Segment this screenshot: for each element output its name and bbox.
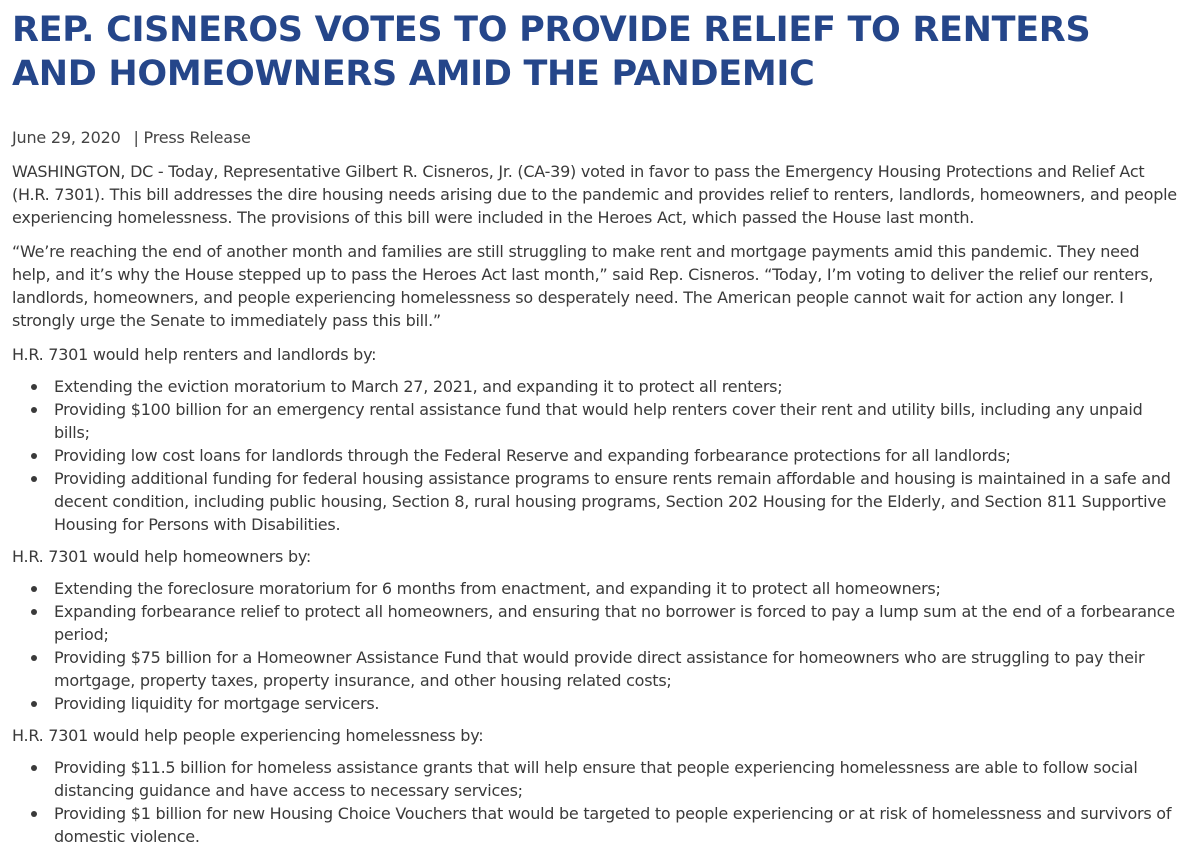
article-meta [12, 126, 1182, 149]
section-heading-homeowners: H.R. 7301 would help homeowners by: [12, 547, 312, 566]
renters-list [12, 375, 1182, 536]
list-item: Providing $100 billion for an emergency rental assistance fund that would help renters cover their rent and utility bills, including any unpaid bills; [54, 398, 1182, 444]
paragraph-quote: “We’re reaching the end of another month and families are still struggling to make rent and mortgage payments amid this pandemic. They need help, and it’s why the House stepped up to pass the Heroes Act last month,” said Rep. Cisneros. “Today, I’m voting to deliver the relief our renters, landlords, homeowners, and people experiencing homelessness so desperately need. The American people cannot wait for action any longer. I strongly urge the Senate to immediately pass this bill.” [12, 242, 1154, 330]
list-item: Extending the eviction moratorium to March 27, 2021, and expanding it to protect all renters; [54, 375, 1182, 398]
homeowners-list [12, 577, 1182, 715]
press-release [12, 8, 1182, 848]
publish-date: June 29, 2020 [12, 128, 121, 147]
list-item: Extending the foreclosure moratorium for 6 months from enactment, and expanding it to protect all homeowners; [54, 577, 1182, 600]
list-item: Providing $11.5 billion for homeless assistance grants that will help ensure that people experiencing homelessness are able to follow social distancing guidance and have access to necessary services; [54, 756, 1182, 802]
list-item: Providing $75 billion for a Homeowner Assistance Fund that would provide direct assistance for homeowners who are struggling to pay their mortgage, property taxes, property insurance, and other housing related costs; [54, 646, 1182, 692]
page-title: REP. CISNEROS VOTES TO PROVIDE RELIEF TO RENTERS AND HOMEOWNERS AMID THE PANDEMIC [12, 10, 1091, 94]
paragraph-intro: WASHINGTON, DC - Today, Representative Gilbert R. Cisneros, Jr. (CA-39) voted in favor to pass the Emergency Housing Protections and Relief Act (H.R. 7301). This bill addresses the dire housing needs arising due to the pandemic and provides relief to renters, landlords, homeowners, and people experiencing homelessness. The provisions of this bill were included in the Heroes Act, which passed the House last month. [12, 162, 1177, 227]
list-item: Providing liquidity for mortgage servicers. [54, 692, 1182, 715]
section-heading-renters: H.R. 7301 would help renters and landlords by: [12, 345, 377, 364]
list-item: Providing $1 billion for new Housing Choice Vouchers that would be targeted to people experiencing or at risk of homelessness and survivors of domestic violence. [54, 802, 1182, 848]
list-item: Providing additional funding for federal housing assistance programs to ensure rents remain affordable and housing is maintained in a safe and decent condition, including public housing, Section 8, rural housing programs, Section 202 Housing for the Elderly, and Section 811 Supportive Housing for Persons with Disabilities. [54, 467, 1182, 536]
article-category: | Press Release [133, 128, 251, 147]
list-item: Expanding forbearance relief to protect all homeowners, and ensuring that no borrower is forced to pay a lump sum at the end of a forbearance period; [54, 600, 1182, 646]
list-item: Providing low cost loans for landlords through the Federal Reserve and expanding forbearance protections for all landlords; [54, 444, 1182, 467]
homelessness-list [12, 756, 1182, 848]
section-heading-homelessness: H.R. 7301 would help people experiencing homelessness by: [12, 726, 484, 745]
